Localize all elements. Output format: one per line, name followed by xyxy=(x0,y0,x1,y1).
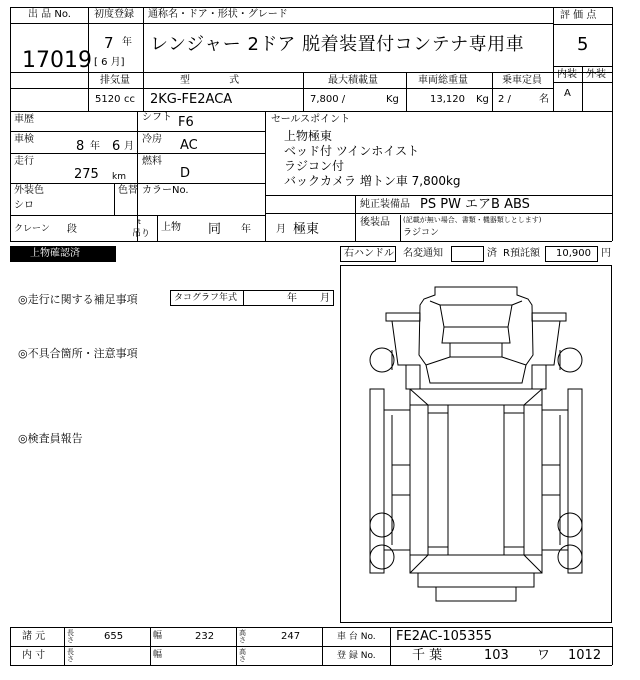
tachograph-month-unit: 月 xyxy=(320,293,330,304)
height-value: 247 xyxy=(281,631,301,642)
ac-value: AC xyxy=(180,138,198,153)
chassis-number: FE2AC-105355 xyxy=(396,629,493,644)
registration-number: 1012 xyxy=(568,648,602,663)
first-registration-year: 7 xyxy=(104,34,114,52)
crane-ton-unit: t xyxy=(138,218,141,226)
fuel-label: 燃料 xyxy=(142,156,162,167)
width-label: 幅 xyxy=(153,631,163,641)
interior-grade-label: 内装 xyxy=(557,69,577,80)
exterior-color-label: 外装色 xyxy=(14,185,44,196)
recycle-done-label: 済 xyxy=(487,248,497,259)
upper-same: 同 xyxy=(208,222,222,237)
shaken-month: 6 xyxy=(112,139,121,154)
displacement-unit: cc xyxy=(124,94,135,105)
sales-point-line: ベッド付 ツインホイスト xyxy=(284,144,420,158)
shaken-year-unit: 年 xyxy=(90,141,100,152)
registration-kana: ワ xyxy=(537,648,551,663)
grade-value: 5 xyxy=(577,34,589,55)
inspector-report-label: ◎検査員報告 xyxy=(18,432,83,445)
first-registration-month: [ 6 月] xyxy=(94,57,125,68)
length-label-inner: 長さ xyxy=(67,648,74,663)
grade-label: 評 価 点 xyxy=(560,10,597,21)
color-change-label: 色替 xyxy=(118,185,138,196)
registration-label: 登 録 No. xyxy=(337,651,376,661)
chassis-label: 車 台 No. xyxy=(337,632,376,642)
tachograph-label: タコグラフ年式 xyxy=(174,293,238,303)
defects-label: ◎不具合箇所・注意事項 xyxy=(18,347,138,360)
car-name-label: 通称名・ドア・形状・グレード xyxy=(148,9,288,20)
aftermarket-note: (記載が無い場合、書類・機器類しとします) xyxy=(403,216,542,224)
sales-point-line: バックカメラ 増トン車 7,800kg xyxy=(284,174,461,188)
length-value: 655 xyxy=(104,631,124,642)
fuel-value: D xyxy=(180,166,191,181)
truck-diagram-icon xyxy=(340,265,612,623)
name-change-box xyxy=(451,246,484,262)
recycle-fee-value: 10,900 xyxy=(556,248,591,259)
car-name: レンジャー 2ドア 脱着装置付コンテナ専用車 xyxy=(150,34,525,55)
model-label: 型 式 xyxy=(180,75,258,86)
mileage-unit: km xyxy=(112,172,126,182)
right-hand-drive-label: 右ハンドル xyxy=(344,248,394,259)
aftermarket-items: ラジコン xyxy=(403,228,440,238)
mileage-value: 275 xyxy=(74,167,99,182)
interior-grade-value: A xyxy=(564,88,571,99)
registration-area: 千 葉 xyxy=(412,648,443,663)
first-registration-label: 初度登録 xyxy=(94,9,134,20)
height-label: 高さ xyxy=(239,629,246,644)
height-label-inner: 高さ xyxy=(239,648,246,663)
sales-point-line: 上物極東 xyxy=(284,129,333,143)
displacement-value: 5120 xyxy=(95,94,121,105)
capacity-value: 2 / xyxy=(498,94,511,105)
upper-year-unit: 年 xyxy=(241,224,251,235)
genuine-equipment-label: 純正装備品 xyxy=(360,199,410,210)
upper-label: 上物 xyxy=(161,222,181,233)
exterior-grade-label: 外装 xyxy=(586,69,606,80)
aftermarket-label: 後装品 xyxy=(360,217,390,228)
shift-label: シフト xyxy=(142,112,172,123)
registration-class: 103 xyxy=(484,648,509,663)
lot-number: 17019 xyxy=(22,48,92,73)
gross-weight-value: 13,120 xyxy=(430,94,465,105)
gross-weight-label: 車両総重量 xyxy=(418,75,468,86)
tachograph-year-unit: 年 xyxy=(287,293,297,304)
exterior-color-value: シロ xyxy=(14,200,34,211)
shift-value: F6 xyxy=(178,115,194,130)
name-change-label: 名変通知 xyxy=(403,248,443,259)
length-label: 長さ xyxy=(67,629,74,644)
gross-weight-unit: Kg xyxy=(476,94,489,105)
upper-month-unit: 月 xyxy=(276,224,286,235)
crane-hoist-unit: 吊り xyxy=(132,229,151,239)
max-load-unit: Kg xyxy=(386,94,399,105)
driving-notes-label: ◎走行に関する補足事項 xyxy=(18,293,138,306)
mileage-label: 走行 xyxy=(14,156,34,167)
inner-dimensions-label: 内 寸 xyxy=(22,650,46,661)
width-label-inner: 幅 xyxy=(153,650,163,660)
recycle-fee-unit: 円 xyxy=(601,248,611,259)
color-code-label: カラーNo. xyxy=(142,185,189,196)
history-label: 車歴 xyxy=(14,114,34,125)
max-load-value: 7,800 / xyxy=(310,94,346,105)
section-title: 上物確認済 xyxy=(30,248,80,259)
capacity-label: 乗車定員 xyxy=(502,75,542,86)
sales-point-line: ラジコン付 xyxy=(284,159,345,173)
genuine-equipment-items: PS PW エアB ABS xyxy=(420,197,530,212)
crane-label: クレーン xyxy=(14,224,50,234)
dimensions-label: 諸 元 xyxy=(22,631,46,642)
shaken-year: 8 xyxy=(76,139,85,154)
first-registration-year-unit: 年 xyxy=(122,37,132,48)
capacity-unit: 名 xyxy=(539,94,549,105)
displacement-label: 排気量 xyxy=(100,75,130,86)
sales-points-label: セールスポイント xyxy=(271,114,351,125)
model-value: 2KG-FE2ACA xyxy=(150,92,233,107)
recycle-fee-label: R預託額 xyxy=(503,248,540,259)
max-load-label: 最大積載量 xyxy=(328,75,378,86)
upper-maker: 極東 xyxy=(293,222,320,237)
shaken-month-unit: 月 xyxy=(124,141,134,152)
width-value: 232 xyxy=(195,631,215,642)
ac-label: 冷房 xyxy=(142,134,162,145)
lot-label: 出 品 No. xyxy=(28,9,71,20)
crane-stage-unit: 段 xyxy=(67,224,77,235)
shaken-label: 車検 xyxy=(14,134,34,145)
